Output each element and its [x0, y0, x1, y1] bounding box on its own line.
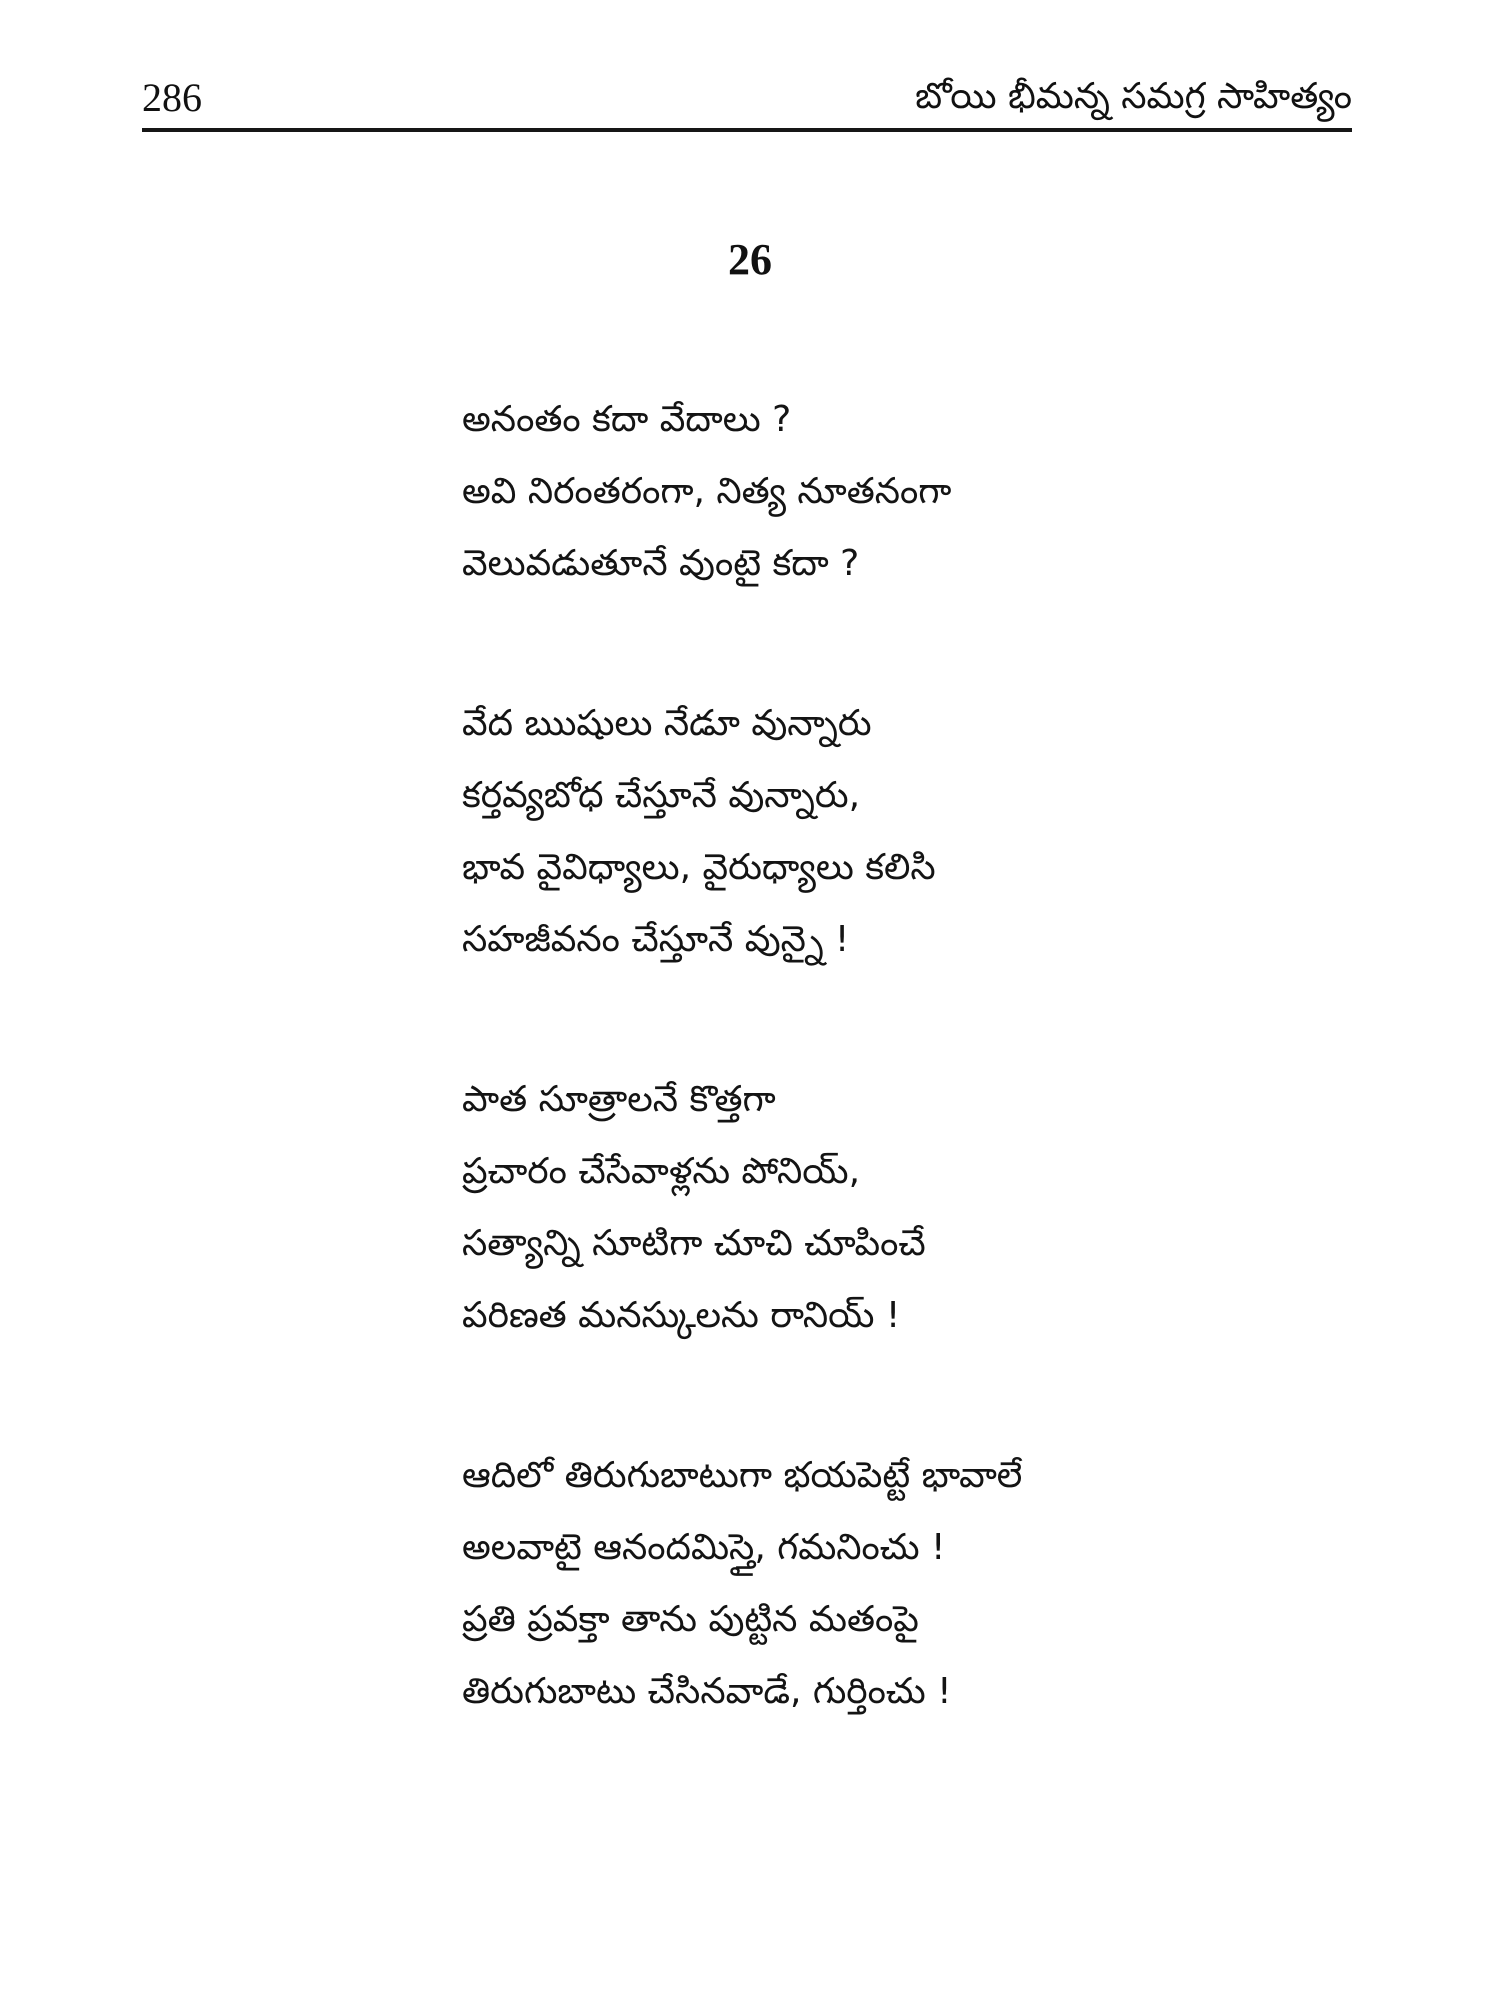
poem-line: సత్యాన్ని సూటిగా చూచి చూపించే — [462, 1223, 926, 1264]
poem-line: భావ వైవిధ్యాలు, వైరుధ్యాలు కలిసి — [462, 847, 936, 888]
page-number: 286 — [142, 75, 202, 120]
running-title: బోయి భీమన్న సమగ్ర సాహిత్యం — [915, 76, 1352, 117]
poem-line: అవి నిరంతరంగా, నిత్య నూతనంగా — [462, 471, 952, 512]
stanza-2 — [462, 688, 1322, 976]
poem-body — [462, 384, 1322, 1728]
poem-line: పరిణత మనస్కులను రానియ్ ! — [462, 1295, 901, 1336]
poem-line: ఆదిలో తిరుగుబాటుగా భయపెట్టే భావాలే — [462, 1455, 1023, 1496]
stanza-4 — [462, 1440, 1322, 1728]
poem-line: వెలువడుతూనే వుంటై కదా ? — [462, 543, 860, 584]
poem-line: సహజీవనం చేస్తూనే వున్నై ! — [462, 919, 850, 960]
poem-line: అలవాటై ఆనందమిస్తై, గమనించు ! — [462, 1527, 946, 1568]
poem-number: 26 — [728, 235, 772, 284]
poem-line: కర్తవ్యబోధ చేస్తూనే వున్నారు, — [462, 775, 861, 816]
stanza-3 — [462, 1064, 1322, 1352]
page-header — [142, 70, 1352, 132]
stanza-1 — [462, 384, 1322, 600]
header-rule — [142, 128, 1352, 132]
poem-line: పాత సూత్రాలనే కొత్తగా — [462, 1079, 776, 1120]
poem-line: ప్రచారం చేసేవాళ్లను పోనియ్, — [462, 1151, 861, 1192]
poem-line: తిరుగుబాటు చేసినవాడే, గుర్తించు ! — [462, 1671, 952, 1712]
poem-line: ప్రతి ప్రవక్తా తాను పుట్టిన మతంపై — [462, 1599, 919, 1640]
poem-line: అనంతం కదా వేదాలు ? — [462, 399, 792, 440]
poem-line: వేద ఋషులు నేడూ వున్నారు — [462, 703, 872, 744]
